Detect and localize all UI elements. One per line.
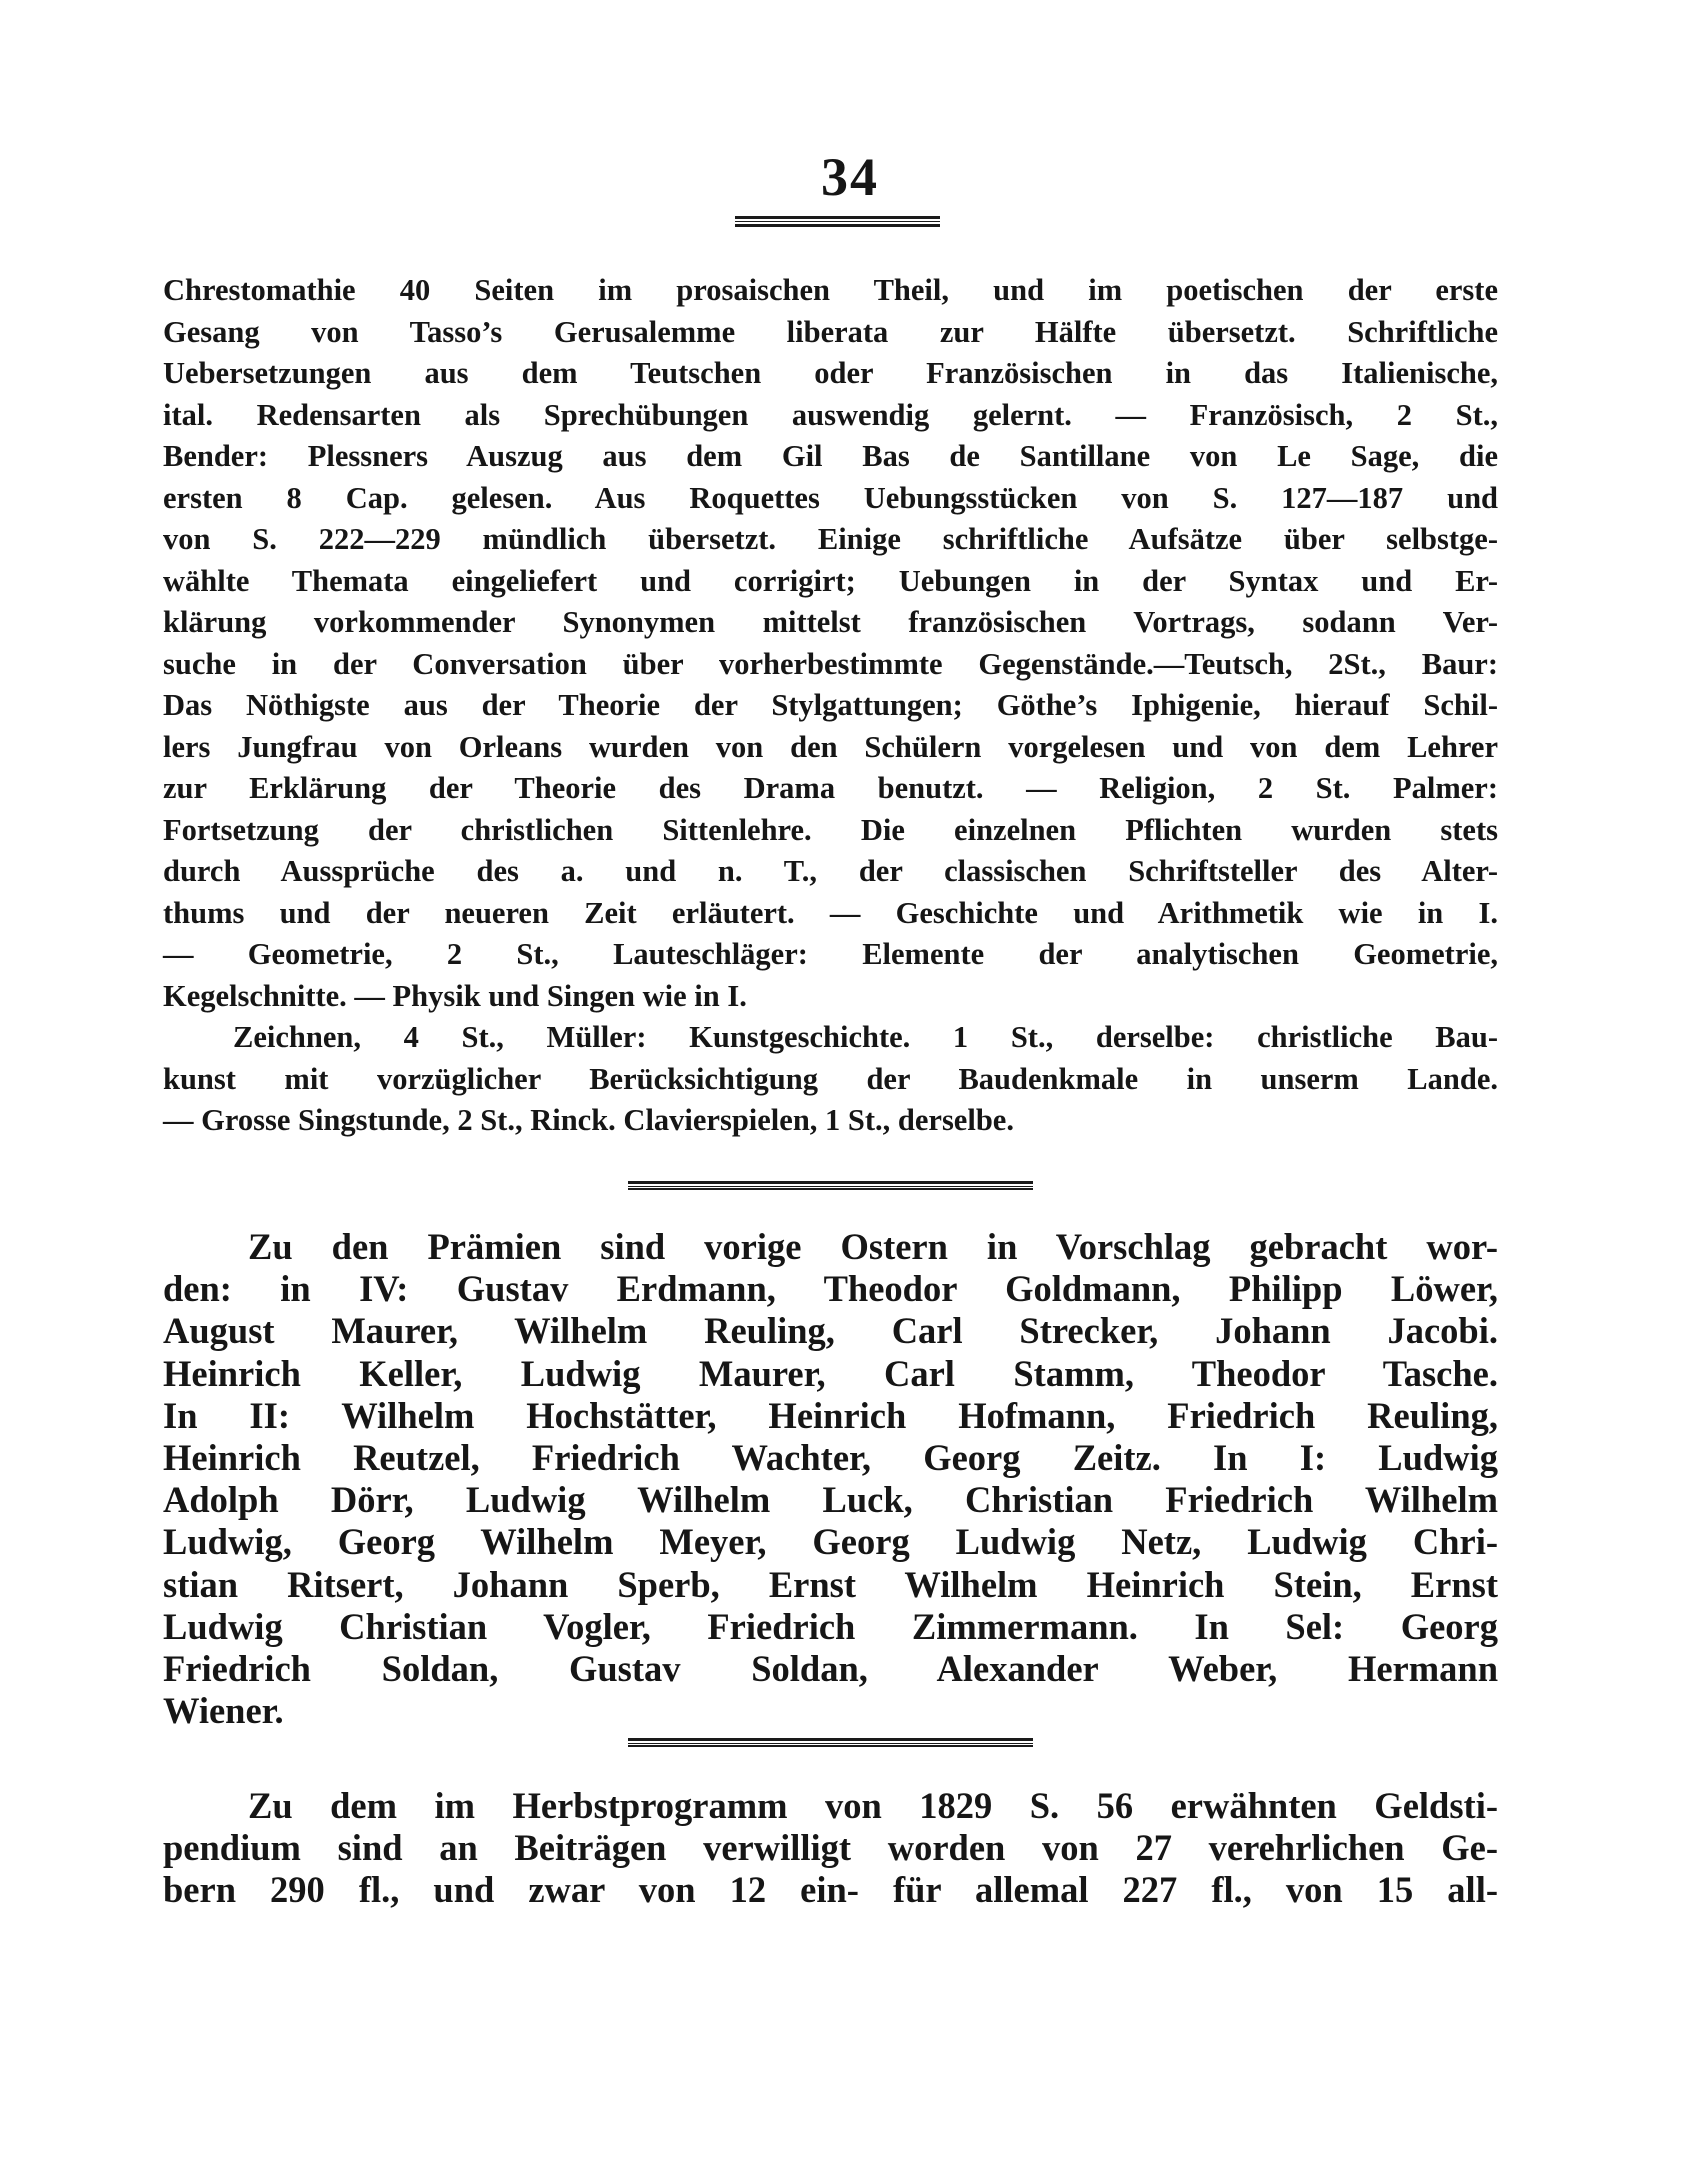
header-rule: [735, 216, 940, 227]
text-line: den: in IV: Gustav Erdmann, Theodor Goldmann, Philipp Löwer,: [163, 1268, 1498, 1310]
text-line: Zu dem im Herbstprogramm von 1829 S. 56 erwähnten Geldsti-: [248, 1785, 1498, 1826]
stipend-paragraph: [163, 1785, 1498, 1911]
text-line: Wiener.: [163, 1690, 284, 1732]
text-line: Gesang von Tasso’s Gerusalemme liberata zur Hälfte übersetzt. Schriftliche: [163, 314, 1498, 349]
text-line: bern 290 fl., und zwar von 12 ein- für allemal 227 fl., von 15 all-: [163, 1869, 1498, 1910]
text-line: Friedrich Soldan, Gustav Soldan, Alexander Weber, Hermann: [163, 1648, 1498, 1690]
text-line: von S. 222—229 mündlich übersetzt. Einige schriftliche Aufsätze über selbstge-: [163, 522, 1498, 556]
text-line: ersten 8 Cap. gelesen. Aus Roquettes Uebungsstücken von S. 127—187 und: [163, 480, 1498, 515]
text-line: August Maurer, Wilhelm Reuling, Carl Strecker, Johann Jacobi.: [163, 1310, 1498, 1352]
text-line: Bender: Plessners Auszug aus dem Gil Bas de Santillane von Le Sage, die: [163, 439, 1498, 473]
text-line: Chrestomathie 40 Seiten im prosaischen Theil, und im poetischen der erste: [163, 273, 1498, 307]
text-line: ital. Redensarten als Sprechübungen auswendig gelernt. — Französisch, 2 St.,: [163, 397, 1498, 432]
text-line: Ludwig Christian Vogler, Friedrich Zimmermann. In Sel: Georg: [163, 1605, 1498, 1647]
text-line: Heinrich Keller, Ludwig Maurer, Carl Stamm, Theodor Tasche.: [163, 1352, 1498, 1394]
section-divider: [628, 1738, 1033, 1747]
text-line: suche in der Conversation über vorherbestimmte Gegenstände.—Teutsch, 2St., Baur:: [163, 646, 1498, 681]
text-line: stian Ritsert, Johann Sperb, Ernst Wilhelm Heinrich Stein, Ernst: [163, 1563, 1498, 1605]
text-line: Heinrich Reutzel, Friedrich Wachter, Georg Zeitz. In I: Ludwig: [163, 1437, 1498, 1479]
prize-nominees-paragraph: [163, 1226, 1498, 1732]
text-line: Uebersetzungen aus dem Teutschen oder Französischen in das Italienische,: [163, 356, 1498, 390]
page-number: 34: [821, 147, 879, 207]
text-line: pendium sind an Beiträgen verwilligt worden von 27 verehrlichen Ge-: [163, 1827, 1498, 1868]
course-description-paragraph: [163, 270, 1498, 1142]
text-line: Zeichnen, 4 St., Müller: Kunstgeschichte. 1 St., derselbe: christliche Bau-: [233, 1020, 1498, 1054]
text-line: zur Erklärung der Theorie des Drama benutzt. — Religion, 2 St. Palmer:: [163, 771, 1498, 805]
text-line: thums und der neueren Zeit erläutert. — Geschichte und Arithmetik wie in I.: [163, 895, 1498, 930]
text-line: durch Aussprüche des a. und n. T., der classischen Schriftsteller des Alter-: [163, 854, 1498, 888]
text-line: Ludwig, Georg Wilhelm Meyer, Georg Ludwig Netz, Ludwig Chri-: [163, 1521, 1498, 1563]
text-line: klärung vorkommender Synonymen mittelst französischen Vortrags, sodann Ver-: [163, 605, 1498, 639]
text-line: Adolph Dörr, Ludwig Wilhelm Luck, Christian Friedrich Wilhelm: [163, 1479, 1498, 1521]
text-line: Zu den Prämien sind vorige Ostern in Vorschlag gebracht wor-: [248, 1226, 1498, 1267]
section-divider: [628, 1181, 1033, 1190]
text-line: — Grosse Singstunde, 2 St., Rinck. Clavierspielen, 1 St., derselbe.: [163, 1103, 1014, 1137]
text-line: Das Nöthigste aus der Theorie der Stylgattungen; Göthe’s Iphigenie, hierauf Schil-: [163, 688, 1498, 722]
text-line: Fortsetzung der christlichen Sittenlehre. Die einzelnen Pflichten wurden stets: [163, 812, 1498, 847]
text-line: kunst mit vorzüglicher Berücksichtigung der Baudenkmale in unserm Lande.: [163, 1061, 1498, 1096]
text-line: In II: Wilhelm Hochstätter, Heinrich Hofmann, Friedrich Reuling,: [163, 1394, 1498, 1436]
text-line: lers Jungfrau von Orleans wurden von den Schülern vorgelesen und von dem Lehrer: [163, 729, 1498, 764]
text-line: — Geometrie, 2 St., Lauteschläger: Elemente der analytischen Geometrie,: [163, 937, 1498, 971]
text-line: wählte Themata eingeliefert und corrigirt; Uebungen in der Syntax und Er-: [163, 563, 1498, 598]
text-line: Kegelschnitte. — Physik und Singen wie in I.: [163, 978, 747, 1013]
